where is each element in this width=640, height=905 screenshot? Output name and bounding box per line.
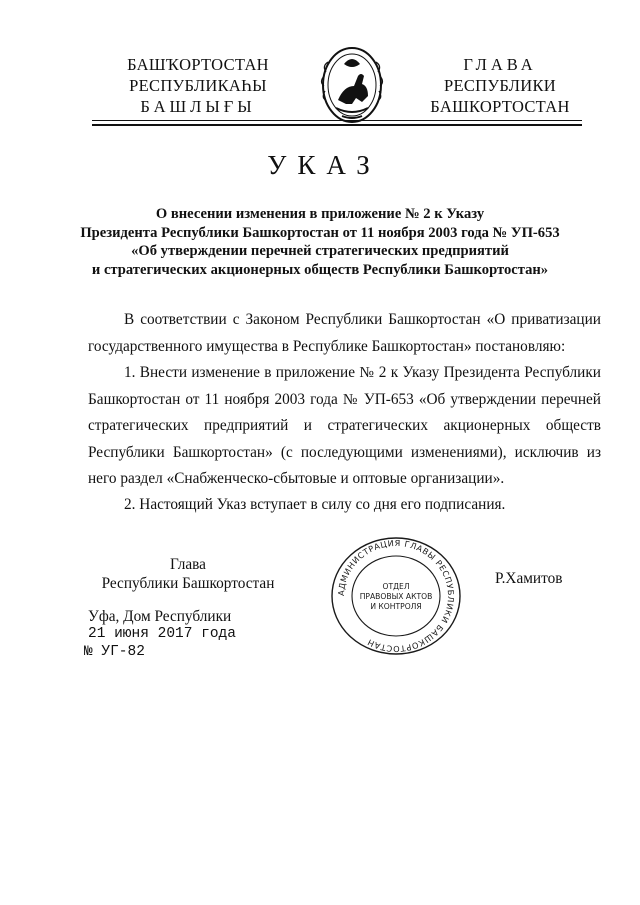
subject-line: «Об утверждении перечней стратегических предприятий	[131, 243, 509, 259]
preamble-paragraph: В соответствии с Законом Республики Башкортостан «О приватизации государственного имущества в Республике Башкортостан» постановляю:	[88, 311, 601, 355]
header-left-title	[108, 54, 288, 117]
official-stamp	[328, 536, 464, 656]
signatory-position-line: Республики Башкортостан	[101, 575, 275, 592]
signing-date: 21 июня 2017 года	[88, 626, 236, 642]
header-left-line: РЕСПУБЛИКАҺЫ	[129, 76, 267, 95]
header-divider-thin	[92, 120, 582, 121]
subject-line: О внесении изменения в приложение № 2 к Указу	[155, 206, 485, 222]
stamp-inner-line: ОТДЕЛ	[382, 582, 410, 591]
header-right-title	[410, 54, 590, 117]
document-title: УКАЗ	[267, 150, 381, 180]
signing-place: Уфа, Дом Республики	[88, 608, 232, 625]
clause-1-paragraph: 1. Внести изменение в приложение № 2 к Указу Президента Республики Башкортостан от 11 ноября 2003 года № УП-653 «Об утверждении перечней стратегических предприятий и стратегических акционерных обществ Республики Башкортостан» (с последующими изменениями), исключив из него раздел «Снабженческо-сбытовые и оптовые организации».	[88, 364, 601, 487]
header-left-line: БАШЛЫҒЫ	[140, 97, 256, 116]
clause-2-paragraph: 2. Настоящий Указ вступает в силу со дня его подписания.	[124, 496, 506, 513]
stamp-inner-line: И КОНТРОЛЯ	[370, 602, 422, 611]
stamp-outer-text: АДМИНИСТРАЦИЯ ГЛАВЫ РЕСПУБЛИКИ БАШКОРТОСТАН	[335, 537, 457, 655]
header-right-line: ГЛАВА	[463, 55, 537, 74]
coat-of-arms-emblem	[316, 42, 388, 128]
subject-line: и стратегических акционерных обществ Республики Башкортостан»	[91, 261, 549, 278]
signatory-position	[88, 555, 288, 593]
header-divider-thick	[92, 124, 582, 126]
header-right-line: РЕСПУБЛИКИ	[444, 76, 556, 95]
header-right-line: БАШКОРТОСТАН	[430, 97, 570, 116]
signatory-name: Р.Хамитов	[495, 570, 563, 587]
stamp-inner-line: ПРАВОВЫХ АКТОВ	[359, 592, 433, 601]
decree-number: № УГ-82	[84, 644, 145, 660]
signatory-position-line: Глава	[170, 556, 206, 573]
header-left-line: БАШҠОРТОСТАН	[127, 55, 269, 74]
subject-line: Президента Республики Башкортостан от 11 ноября 2003 года № УП-653	[80, 224, 560, 241]
document-subject	[70, 205, 570, 279]
